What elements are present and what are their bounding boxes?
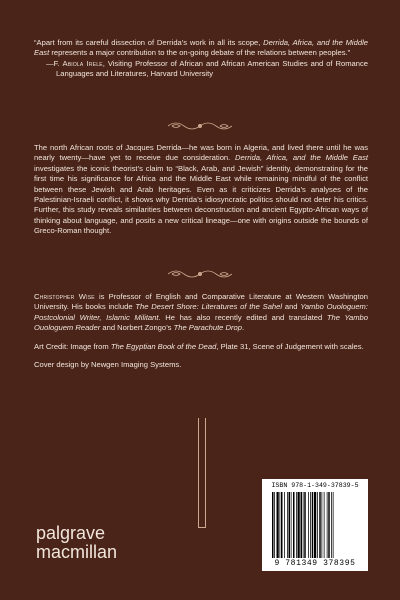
barcode-digits: 9 781349 378395: [274, 559, 356, 568]
endorsement-quote: [34, 38, 368, 80]
cover-design-credit: Cover design by Newgen Imaging Systems.: [34, 360, 182, 370]
publisher-logo: [36, 524, 117, 562]
barcode-bar: [331, 492, 332, 558]
barcode-bar: [327, 492, 328, 558]
author-bio-section: [34, 292, 368, 377]
barcode-bar: [298, 492, 300, 558]
barcode-bar: [310, 492, 311, 558]
quote-book-title: Derrida, Africa, and the Middle East: [34, 38, 368, 58]
description-book-title: Derrida, Africa, and the Middle East: [235, 153, 368, 163]
barcode-bar: [277, 492, 279, 558]
endorser-name: Abiola Irele: [62, 58, 103, 68]
barcode-bar: [319, 492, 321, 558]
barcode-bar: [280, 492, 281, 558]
barcode-bar: [324, 492, 325, 558]
barcode-bar: [314, 492, 316, 558]
barcode-bar: [312, 492, 314, 558]
barcode-bars: [272, 492, 358, 558]
barcode-bar: [328, 492, 330, 558]
barcode-bar: [296, 492, 297, 558]
quote-attribution: —F. Abiola Irele, Visiting Professor of African and African American Studies and of Romance Languages and Literatures, Harvard University: [46, 58, 368, 79]
barcode-bar: [304, 492, 306, 558]
barcode-bar: [301, 492, 303, 558]
barcode-bar: [274, 492, 275, 558]
barcode-bar: [303, 492, 304, 558]
isbn-number: ISBN 978-1-349-37839-5: [271, 482, 359, 489]
art-credit: Art Credit: Image from The Egyptian Book of the Dead, Plate 31, Scene of Judgement with scales.: [34, 341, 364, 351]
barcode-bar: [272, 492, 274, 558]
logo-line-1: palgrave: [36, 523, 106, 543]
ornament-divider: [0, 120, 400, 132]
barcode-bar: [291, 492, 292, 558]
logo-line-2: macmillan: [36, 542, 118, 562]
barcode-bar: [322, 492, 323, 558]
barcode-bar: [308, 492, 309, 558]
barcode-bar: [293, 492, 295, 558]
barcode-bar: [333, 492, 334, 558]
barcode-bar: [287, 492, 288, 558]
decorative-bracket: [198, 418, 206, 528]
book-description: [34, 143, 368, 237]
author-name: Christopher Wise: [34, 292, 95, 301]
isbn-barcode: [262, 479, 368, 571]
description-text: The north African roots of Jacques Derrida—he was born in Algeria, and lived there until he was nearly twenty—have yet to receive due consideration. Derrida, Africa, and the Middle East investigates the iconic theorist’s claim to “Black, Arab, and Jewish” identity, demonstrating for the first time his significance for Africa and the Middle East while remaining mindful of the conflict between these Jewish and Arab heritages. Even as it criticizes Derrida’s analyses of the Palestinian-Israeli conflict, it shows why Derrida’s idiosyncratic politics should not deter his critics. Further, this study reveals similarities between deconstruction and ancient Egypto-African ways of thinking about language, and posits a new critical lineage—one with origins outside the bounds of Greco-Roman thought.: [34, 143, 368, 236]
barcode-bar: [289, 492, 291, 558]
barcode-bar: [281, 492, 283, 558]
barcode-bar: [284, 492, 285, 558]
author-bio: Christopher Wise is Professor of English and Comparative Literature at Western Washington University. His books include The Desert Shore: Literatures of the Sahel and Yambo Ouologuem: Postcolonial Writer, Islamic Militant. He has also recently edited and translated The Yambo Ouologuem Reader and Norbert Zongo’s The Parachute Drop.: [34, 292, 368, 333]
ornament-divider-2: [0, 268, 400, 280]
quote-text: “Apart from its careful dissection of Derrida’s work in all its scope, Derrida, Africa, and the Middle East represents a major contribution to the on-going debate of the relations between peoples.”: [34, 38, 368, 58]
barcode-bar: [317, 492, 318, 558]
